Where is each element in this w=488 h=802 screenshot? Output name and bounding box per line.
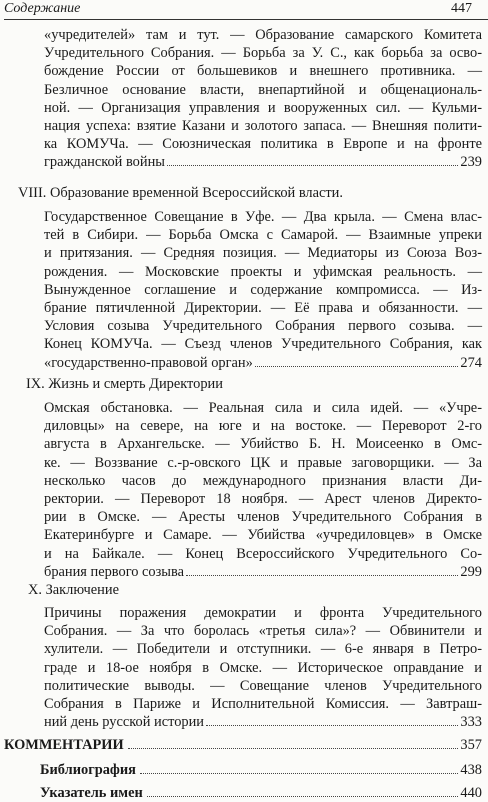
text-line: августа в Архангельске. — Убийство Б. Н. Моисеенко в Омс- xyxy=(44,436,482,453)
text-line: Государственное Совещание в Уфе. — Два крыла. — Смена влас- xyxy=(44,209,482,225)
toc-entry-comments[interactable] xyxy=(4,737,482,754)
section-vii-body xyxy=(44,26,482,172)
dot-leader xyxy=(140,773,458,774)
chapter-heading-viii[interactable]: VIII. Образование временной Всероссийской власти. xyxy=(18,185,343,201)
text-line: «учредителей» там и тут. — Образование самарского Комитета xyxy=(44,27,482,43)
page-number: 447 xyxy=(451,1,472,16)
entry-last-line: брания первого созыва xyxy=(44,563,184,580)
text-line: бождение России от большевиков и внешнего противника. — xyxy=(44,63,482,80)
entry-page-number: 357 xyxy=(460,737,482,753)
toc-entry-ix[interactable] xyxy=(44,563,482,581)
toc-entry-viii[interactable] xyxy=(44,354,482,372)
text-line: несколько часов до международного признания власти Ди- xyxy=(44,472,482,489)
text-line: ке. — Воззвание с.-р-овского ЦК и правые заговорщики. — За xyxy=(44,454,482,471)
text-line: и притязания. — Средняя позиция. — Медиаторы из Союза Воз- xyxy=(44,245,482,262)
text-line: Екатеринбурге и Самаре. — Убийства «учредиловцев» в Омске xyxy=(44,527,482,544)
dot-leader xyxy=(167,165,458,166)
entry-label: Библиография xyxy=(40,762,136,778)
text-line: Безличное основание власти, внепартийной и общенациональ- xyxy=(44,81,482,98)
dot-leader xyxy=(186,575,458,576)
entry-page-number: 440 xyxy=(460,785,482,801)
entry-page-number: 239 xyxy=(460,154,482,171)
dot-leader xyxy=(128,748,459,749)
text-line: ной. — Организация управления и вооруженных сил. — Кульми- xyxy=(44,99,482,116)
text-line: тей в Сибири. — Борьба Омска с Самарой. — Взаимные упреки xyxy=(44,227,482,244)
text-line: рии в Омске. — Аресты членов Учредительного Собрания в xyxy=(44,509,482,526)
entry-page-number: 438 xyxy=(460,762,482,778)
text-line: политические выводы. — Совещание членов Учредительного xyxy=(44,677,482,694)
text-line: нация успеха: взятие Казани и золотого запаса. — Внешняя полити- xyxy=(44,117,482,134)
text-line: граде и 18-ое ноября в Омске. — Историческое оправдание и xyxy=(44,659,482,676)
text-line: хулители. — Победители и отступники. — 6-е января в Петро- xyxy=(44,641,482,658)
text-line: Причины поражения демократии и фронта Учредительного xyxy=(44,605,482,621)
dot-leader xyxy=(206,725,458,726)
dot-leader xyxy=(255,366,459,367)
section-ix-body xyxy=(44,399,482,581)
toc-entry-bibliography[interactable] xyxy=(40,762,482,779)
text-line: и на Байкале. — Конец Всероссийского Учредительного Со- xyxy=(44,545,482,562)
text-line: рождения. — Московские проекты и уфимская реальность. — xyxy=(44,263,482,280)
text-line: Омская обстановка. — Реальная сила и сила идей. — «Учре- xyxy=(44,400,482,416)
page-header xyxy=(4,0,488,20)
text-line: ректории. — Переворот 18 ноября. — Арест членов Директо- xyxy=(44,490,482,507)
section-viii-body xyxy=(44,208,482,372)
toc-entry-x[interactable] xyxy=(44,713,482,731)
text-line: диловцы» на севере, на юге и на востоке. — Переворот 2-го xyxy=(44,418,482,435)
entry-label: КОММЕНТАРИИ xyxy=(4,737,124,753)
section-x-body xyxy=(44,604,482,731)
entry-label: Указатель имен xyxy=(40,785,143,801)
text-line: Конец КОМУЧа. — Съезд членов Учредительного Собрания, как xyxy=(44,336,482,353)
entry-last-line: «государственно-правовой орган» xyxy=(44,354,253,371)
entry-page-number: 274 xyxy=(460,354,482,371)
text-line: Собрания. — За что боролась «третья сила»? — Обвинители и xyxy=(44,623,482,640)
text-line: Собрания в Париже и Исполнительной Комиссия. — Завтраш- xyxy=(44,695,482,712)
chapter-heading-x[interactable]: X. Заключение xyxy=(28,582,119,598)
entry-page-number: 333 xyxy=(460,714,482,731)
toc-entry-vii[interactable] xyxy=(44,153,482,171)
running-head-title: Содержание xyxy=(4,1,81,16)
dot-leader xyxy=(147,796,459,797)
chapter-heading-ix[interactable]: IX. Жизнь и смерть Директории xyxy=(26,376,223,392)
header-rule xyxy=(4,19,488,20)
text-line: ка КОМУЧа. — Союзническая политика в Европе и на фронте xyxy=(44,136,482,153)
entry-page-number: 299 xyxy=(460,563,482,580)
toc-entry-name-index[interactable] xyxy=(40,785,482,802)
entry-last-line: гражданской войны xyxy=(44,154,165,171)
text-line: Условия созыва Учредительного Собрания первого созыва. — xyxy=(44,318,482,335)
text-line: Вынужденное соглашение и содержание компромисса. — Из- xyxy=(44,281,482,298)
entry-last-line: ний день русской истории xyxy=(44,714,204,731)
text-line: Учредительного Собрания. — Борьба за У. С., как борьба за осво- xyxy=(44,45,482,62)
text-line: брание пятичленной Директории. — Её права и обязанности. — xyxy=(44,299,482,316)
